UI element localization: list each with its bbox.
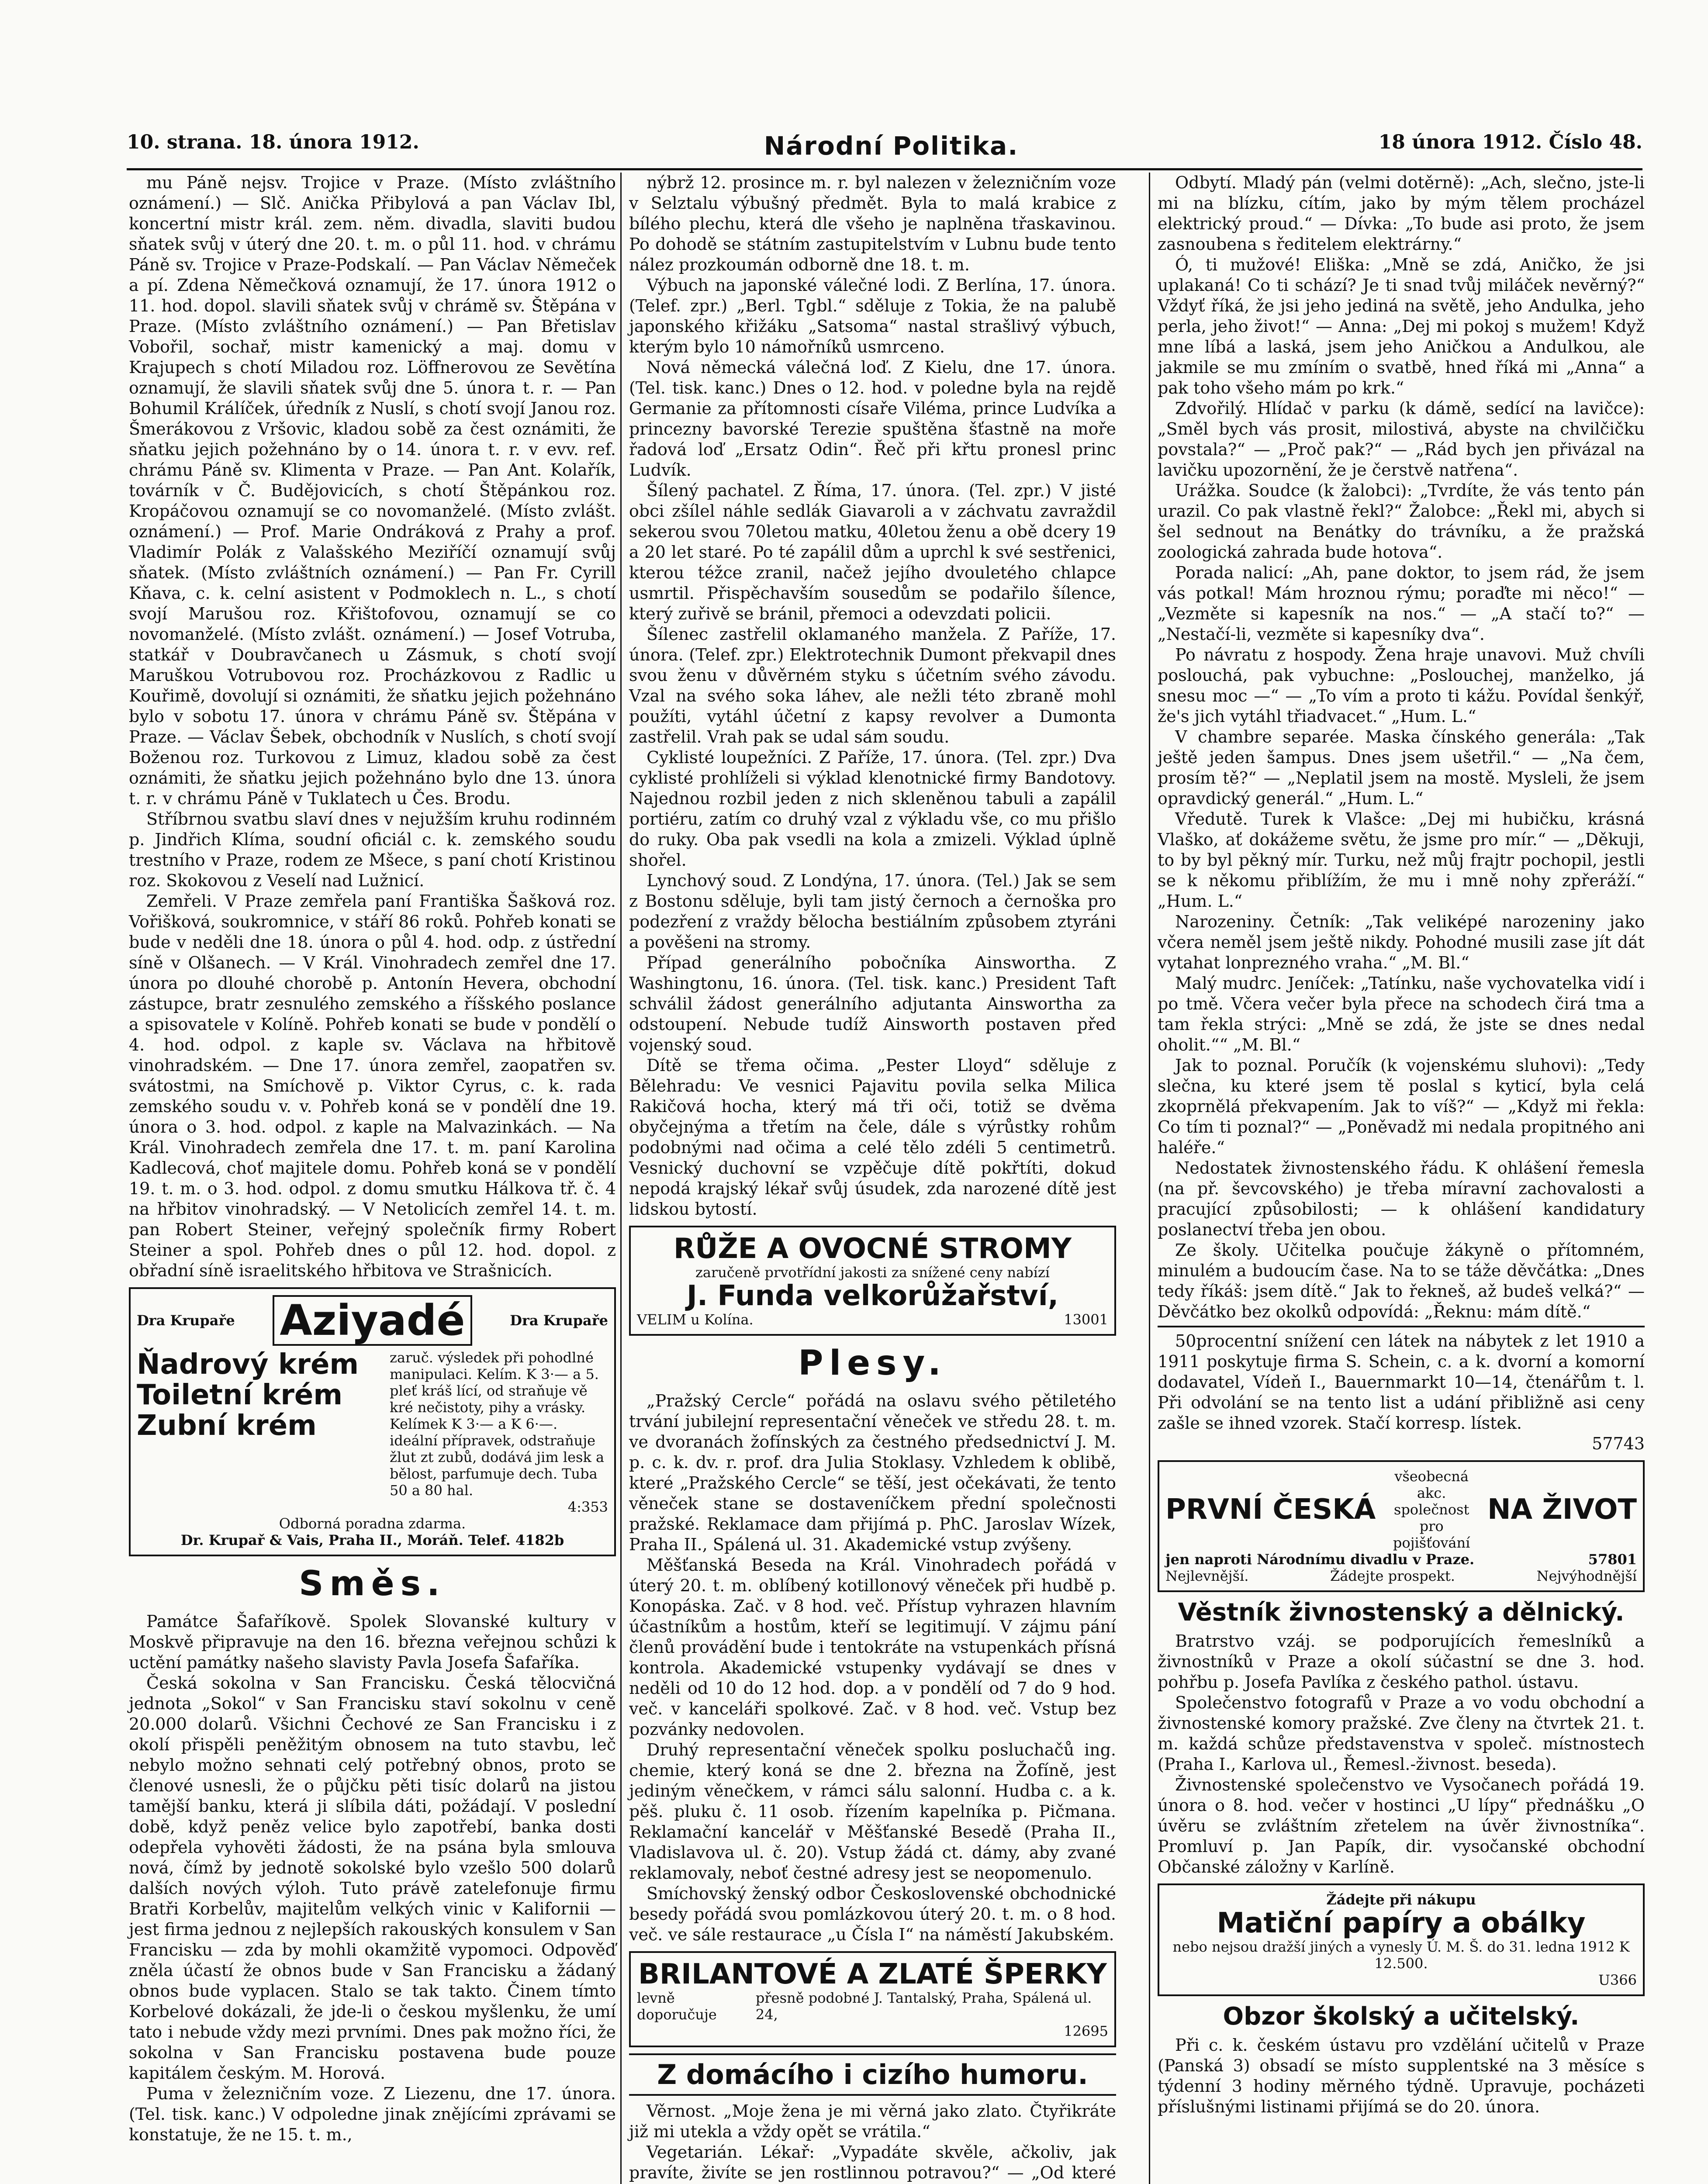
article-humor — [629, 2101, 1116, 2184]
section-title-humor: Z domácího i cizího humoru. — [629, 2053, 1116, 2096]
text-paragraph: Puma v železničním voze. Z Liezenu, dne 17. února. (Tel. tisk. kanc.) V odpoledne jinak znějícími zprávami se konstatuje, že ne 15. t. m., — [129, 2084, 616, 2144]
text-paragraph: Dítě se třema očima. „Pester Lloyd“ sděluje z Bělehradu: Ve vesnici Pajavitu povila selka Milica Rakičová hocha, který má tři oči, totiž se dvěma obyčejnýma a třetím na čele, dále s výrůstky rohům podobnými nad očima a celé tělo zdéli 5 centimetrů. Vesnický duchovní se vzpěčuje dítě pokřtíti, dokud nepodá krajský lékař svůj úsudek, zda narozené dítě jest lidskou bytostí. — [629, 1056, 1116, 1219]
text-paragraph: Ó, ti mužové! Eliška: „Mně se zdá, Aničko, že jsi uplakaná! Co ti schází? Je ti snad tvůj miláček nevěrný?“ Vždyť říká, že jsi jeho jediná na světě, jeho Andulka, jeho perla, jeho život!“ — Anna: „Dej mi pokoj s mužem! Když mne líbá a laská, jsem jeho Aničkou a Andulkou, ale jakmile se mu zmíním o svatbě, hned říká mi „Anna“ a pak toho všeho mám po krk.“ — [1158, 255, 1645, 397]
article-weddings — [129, 173, 616, 1281]
section-title-vestnik: Věstník živnostenský a dělnický. — [1178, 1598, 1625, 1627]
column-2 — [629, 173, 1116, 2184]
text-paragraph: Věrnost. „Moje žena je mi věrná jako zlato. Čtyřikráte již mi utekla a vždy opět se vrátila.“ — [629, 2101, 1116, 2141]
article-vestnik — [1158, 1631, 1645, 1877]
article-news — [629, 173, 1116, 1220]
ad-desc-3: ideální přípravek, odstraňuje žlut zt zubů, dodává jim lesk a bělost, parfumuje dech. Tuba 50 a 80 hal. — [390, 1432, 605, 1499]
notice-schein — [1158, 1326, 1645, 1454]
header-rule — [127, 168, 1642, 170]
article-smes — [129, 1611, 616, 2145]
text-paragraph: Zemřeli. V Praze zemřela paní Františka Šašková roz. Vořišková, soukromnice, v stáří 86 roků. Pohřeb konati se bude v neděli dne 18. února o půl 4. hod. odp. z ústřední síně v Olšanech. — V Král. Vinohradech zemřel dne 17. února po dlouhé chorobě p. Antonín Hevera, obchodní zástupce, bratr zesnulého zemského a říšského poslance a spisovatele v Kolíně. Pohřeb konati se bude v pondělí o 4. hod. odpol. z kaple sv. Václava na hřbitově vinohradském. — Dne 17. února zemřel, zaopatřen sv. svátostmi, na Smíchově p. Viktor Cyrus, c. k. rada zemského soudu v. v. Pohřeb koná se v pondělí dne 19. února o 3. hod. odpol. z kaple na Malvazinkách. — Na Král. Vinohradech zemřela dne 17. t. m. paní Karolina Kadlecová, choť majitele domu. Pohřeb koná se v pondělí 19. t. m. o 3. hod. odpol. z domu smutku Hálkova tř. č. 4 na hřbitov vinohradský. — V Netolicích zemřel 14. t. m. pan Robert Steiner, veřejný společník firmy Robert Steiner a spol. Pohřeb dnes o půl 12. hod. dopol. z obřadní síně israelitského hřbitova ve Strašnicích. — [129, 892, 616, 1280]
text-paragraph: Nová německá válečná loď. Z Kielu, dne 17. února. (Tel. tisk. kanc.) Dnes o 12. hod. v poledne byla na rejdě Germanie za přítomnosti císaře Viléma, prince Ludvíka a princezny bavorské Terezie spuštěna šťastně na moře řadová loď „Ersatz Odin“. Řeč při křtu pronesl princ Ludvík. — [629, 358, 1116, 480]
ad-ins-b: Žádejte prospekt. — [1330, 1568, 1455, 1584]
column-divider-2 — [1149, 173, 1150, 2184]
ad-footer: Dr. Krupař & Vais, Praha II., Moráň. Telef. 4182b — [180, 1532, 564, 1548]
text-paragraph: Při c. k. českém ústavu pro vzdělání učitelů v Praze (Panská 3) obsadí se místo supplentské na 3 měsíce s týdenní 3 hodiny měrného týdně. Upravuje, pocházeti příslušnými listinami přijímá se do 20. února. — [1158, 2035, 1645, 2116]
column-1 — [129, 173, 616, 2145]
ad-product-1: Ňadrový krém — [137, 1348, 359, 1381]
text-paragraph: Druhý representační věneček spolku posluchačů ing. chemie, který koná se dne 2. března na Žofíně, jest jediným věnečkem, v rámci sálu salonní. Hudba c. a k. pěš. pluku č. 11 osob. řízením kapelníka p. Pičmana. Reklamační kancelář v Měšťanské Besedě (Praha II., Vladislavova ul. č. 20). Vstup žádá ct. dámy, aby zvané reklamovaly, neboť čestné adresy jest se neopomenulo. — [629, 1740, 1116, 1883]
ad-roses-name: J. Funda velkorůžařství, — [687, 1280, 1058, 1312]
ad-roses-title: RŮŽE A OVOCNÉ STROMY — [674, 1233, 1072, 1265]
ad-ins-code: 57801 — [1588, 1551, 1637, 1568]
page-header — [127, 131, 1642, 166]
ad-roses-code: 13001 — [1064, 1311, 1108, 1328]
ad-advice: Odborná poradna zdarma. — [279, 1515, 466, 1532]
article-plesy — [629, 1391, 1116, 1945]
ad-jewel-prefix: levně doporučuje — [637, 1990, 717, 2023]
ad-matice-sub: nebo nejsou dražší jiných a vynesly Ú. M. Š. do 31. ledna 1912 K 12.500. — [1172, 1939, 1630, 1972]
text-paragraph: Urážka. Soudce (k žalobci): „Tvrdíte, že vás tento pán urazil. Co pak vlastně řekl?“ Žalobce: „Řekl mi, abych si šel sednout na Benátky do trávníku, a že pražská zoologická zahrada bude hotova“. — [1158, 481, 1645, 562]
article-obzor — [1158, 2035, 1645, 2117]
text-paragraph: Zdvořilý. Hlídač v parku (k dámě, sedící na lavičce): „Směl bych vás prosit, milostivá, abyste na chvilčičku povstala?“ — „Proč pak?“ — „Rád bych jen přivázal na lavičku upozornění, že je čerstvě natřena“. — [1158, 399, 1645, 480]
section-title-obzor: Obzor školský a učitelský. — [1223, 2002, 1580, 2031]
ad-jewel-sub: přesně podobné J. Tantalský, Praha, Spálená ul. 24, — [755, 1990, 1092, 2023]
text-paragraph: Malý mudrc. Jeníček: „Tatínku, naše vychovatelka vidí i po tmě. Včera večer byla přece na schodech čirá tma a tam řekla strýci: „Mně se zdá, že jste se dnes nedal oholit.““ „M. Bl.“ — [1158, 974, 1645, 1054]
text-paragraph: „Pražský Cercle“ pořádá na oslavu svého pětiletého trvání jubilejní representační věneček ve středu 28. t. m. ve dvoranách žofínských za čestného předsednictví J. M. p. c. k. dv. r. prof. dra Julia Stoklasy. Vzhledem k oblibě, které „Pražského Cercle“ se těší, jest očekávati, že tento věneček stane se dostaveníčkem přední společnosti pražské. Reklamace dam přijímá p. PhC. Jaroslav Wízek, Praha II., Spálená ul. 31. Akademické vstup zvýšeny. — [629, 1391, 1116, 1554]
section-title-plesy: Plesy. — [798, 1344, 947, 1383]
column-divider-1 — [620, 173, 622, 2184]
text-paragraph: Případ generálního pobočníka Ainswortha. Z Washingtonu, 16. února. (Tel. tisk. kanc.) President Taft schválil žádost generálního adjutanta Ainswortha za odstoupení. Nebude tudíž Ainsworth postaven před vojenský soud. — [629, 953, 1116, 1054]
article-humor-continued — [1158, 173, 1645, 1322]
advert-tantalsky — [629, 1951, 1116, 2047]
text-paragraph: Nedostatek živnostenského řádu. K ohlášení řemesla (na př. ševcovského) je třeba míravní zachovalosti a pracující způsobilosti; — k ohlášení kandidatury poslanectví třeba jen obou. — [1158, 1158, 1645, 1239]
text-paragraph: Česká sokolna v San Francisku. Česká tělocvičná jednota „Sokol“ v San Francisku staví sokolnu v ceně 20.000 dolarů. Všichni Čechové ze San Francisku i z okolí přispěli peněžitým obnosem na tuto stavbu, leč nebylo možno sehnati celý potřebný obnos, proto se členové usnesli, že o půjčku pěti tisíc dolarů na jistou tamější banku, která ji slíbila dáti, požádají. V poslední době, když peněz velice bylo zapotřebí, banka dosti odepřela vyhověti žádosti, že na psána byla smlouva nová, čímž by jednotě sokolské bylo vzešlo 500 dolarů dalších nových výloh. Tuto právě zatelefonuje firmu Bratři Korbelův, majitelům velkých vinic v Kalifornii — jest firma jednou z nejlepších rakouských konsulem v San Francisku — zda by mohli okamžitě vypomoci. Odpověď zněla účastí že obnos bude v San Francisku a žádaný obnos bude vyplacen. Stalo se tak takto. Činem tímto Korbelové dokázali, že jde-li o českou myšlenku, že umí tato i nebude vždy mezi prvními. Dnes pak možno říci, že sokolna v San Francisku postavena bude pouze kapitálem českým. M. Horová. — [129, 1673, 616, 2083]
advert-funda — [629, 1226, 1116, 1336]
text-paragraph: V chambre separée. Maska čínského generála: „Tak ještě jeden šampus. Dnes jsem ušetřil.“ — „Na čem, prosím tě?“ — „Neplatil jsem na mostě. Mysleli, že jsem opravdický generál.“ „Hum. L.“ — [1158, 727, 1645, 808]
ad-roses-sub: zaručeně prvotřídní jakosti za snížené ceny nabízí — [695, 1264, 1050, 1281]
text-paragraph: Lynchový soud. Z Londýna, 17. února. (Tel.) Jak se sem z Bostonu sděluje, byli tam jistý černoch a černoška pro podezření z vraždy bělocha bestiálním způsobem ztyráni a pověšeni na stromy. — [629, 871, 1116, 952]
text-paragraph: Společenstvo fotografů v Praze a vo vodu obchodní a živnostenské komory pražské. Zve členy na čtvrtek 21. t. m. každá schůze představenstva v společ. místnostech (Praha I., Karlova ul., Řemesl.-živnost. beseda). — [1158, 1693, 1645, 1774]
ad-desc-2: pleť kráš lící, od straňuje vě kré nečistoty, pihy a vrásky. Kelímek K 3·— a K 6·—. — [390, 1382, 588, 1432]
column-3 — [1158, 173, 1645, 2117]
ad-jewel-code: 12695 — [1064, 2023, 1108, 2039]
ad-brand-left: Dra Krupaře — [137, 1312, 235, 1329]
text-paragraph: Porada nalicí: „Ah, pane doktor, to jsem rád, že jsem vás potkal! Mám hroznou rýmu; poraďte mi něco!“ — „Vezměte si kapesník na nos.“ — „A stačí to?“ — „Nestačí-li, vezměte si kapesníky dva“. — [1158, 563, 1645, 644]
ad-product-2: Toiletní krém — [137, 1379, 342, 1411]
ad-ins-right: NA ŽIVOT — [1487, 1493, 1637, 1526]
text-paragraph: Šílený pachatel. Z Říma, 17. února. (Tel. zpr.) V jisté obci zšílel náhle sedlák Giavaroli a v záchvatu zavraždil sekerou svou 70letou matku, 40letou ženu a obě dcery 19 a 20 let staré. Po té zapálil dům a uprchl k své sestřenici, kterou téžce zranil, načež jejího dvouletého chlapce usmrtil. Přispěchavším sousedům se podařilo šílence, který zuřivě se bránil, přemoci a odevzdati policii. — [629, 481, 1116, 623]
advert-insurance — [1158, 1460, 1645, 1592]
ad-brand-aziyade: Aziyadé — [273, 1295, 472, 1346]
text-paragraph: Památce Šafaříkově. Spolek Slovanské kultury v Moskvě připravuje na den 16. března veřejnou schůzi k uctění památky našeho slavisty Pavla Josefa Šafaříka. — [129, 1612, 616, 1672]
text-paragraph: Měšťanská Beseda na Král. Vinohradech pořádá v úterý 20. t. m. oblíbený kotillonový věneček při hudbě p. Konopáska. Zač. v 8 hod. več. Přístup vyhrazen hlavním účastníkům a hostům, kteří se legitimují. V zájmu pání členů provádění bude i tentokráte na vstupenkách přísná kontrola. Akademické vstupenky vydávají se dnes v neděli od 10 do 12 hod. dop. a v pondělí od 7 do 9 hod. več. v kanceláři spolkové. Zač. v 8 hod. več. Vstup bez pozvánky nedovolen. — [629, 1555, 1116, 1739]
ad-ins-a: Nejlevnější. — [1165, 1568, 1249, 1584]
advert-krupar — [129, 1287, 616, 1556]
ad-roses-place: VELIM u Kolína. — [637, 1311, 754, 1328]
ad-product-3: Zubní krém — [137, 1410, 317, 1442]
text-paragraph: Po návratu z hospody. Žena hraje unavovi. Muž chvíli poslouchá, pak vybuchne: „Poslouchej, manželko, já snesu moc —“ — „To vím a proto ti kážu. Povídal šenkýř, že's jich vytáhl třiadvacet.“ „Hum. L.“ — [1158, 645, 1645, 726]
ad-code: 4:353 — [567, 1499, 608, 1515]
text-paragraph: Ze školy. Učitelka poučuje žákyně o přítomném, minulém a budoucím čase. Na to se táže děvčátka: „Dnes tedy říkáš: jsem dítě.“ Jak to řekneš, až budeš velká?“ — Děvčátko bez okolků odpovídá: „Řeknu: mám dítě.“ — [1158, 1241, 1645, 1321]
text-paragraph: 50procentní snížení cen látek na nábytek z let 1910 a 1911 poskytuje firma S. Schein, c. a k. dvorní a komorní dodavatel, Vídeň I., Bauernmarkt 10—14, čtenářům t. l. Při odvolání se na tento list a udání přibližně asi ceny zašle se ihned vzorek. Stačí korresp. lístek. — [1158, 1331, 1645, 1433]
ad-ins-left: PRVNÍ ČESKÁ — [1165, 1493, 1376, 1526]
text-paragraph: Živnostenské společenstvo ve Vysočanech pořádá 19. února o 8. hod. večer v hostinci „U lípy“ přednášku „O úvěru se zvláštním zřetelem na úvěr živnostníka“. Promluví p. Jan Papík, dir. vysočanské obchodní Občanské záložny v Karlíně. — [1158, 1775, 1645, 1876]
text-paragraph: Smíchovský ženský odbor Československé obchodnické besedy pořádá svou pomlázkovou úterý 20. t. m. o 8 hod. več. ve sále restaurace „u Čísla I“ na náměstí Jakubském. — [629, 1884, 1116, 1944]
section-title-smes: Směs. — [299, 1564, 446, 1603]
ad-matice-title: Matiční papíry a obálky — [1217, 1907, 1586, 1939]
masthead-title: Národní Politika. — [764, 131, 1019, 161]
text-paragraph: Šílenec zastřelil oklamaného manžela. Z Paříže, 17. února. (Telef. zpr.) Elektrotechnik Dumont překvapil dnes svou ženu v důvěrném styku s účetním svého závodu. Vzal na svého soka láhev, ale nežli této zbraně mohl použíti, vytáhl účetní z kapsy revolver a Dumonta zastřelil. Vrah pak se udal sám soudu. — [629, 625, 1116, 746]
ad-brand-right: Dra Krupaře — [510, 1312, 608, 1329]
ad-desc-1: zaruč. výsledek při pohodlné manipulaci. Kelím. K 3·— a 5. — [390, 1349, 599, 1382]
header-date-left: 10. strana. 18. února 1912. — [127, 131, 419, 153]
ad-ins-c: Nejvýhodnější — [1536, 1568, 1637, 1584]
text-paragraph: Vegetarián. Lékař: „Vypadáte skvěle, ačkoliv, jak pravíte, živíte se jen rostlinnou potravou?“ — „Od které — [629, 2143, 1116, 2182]
notice-code: 57743 — [1592, 1434, 1645, 1453]
ad-ins-mid: všeobecná akc. společnost pro pojišťování — [1393, 1468, 1470, 1551]
text-paragraph: Narozeniny. Četník: „Tak veliképé narozeniny jako včera neměl jsem ještě nikdy. Pohodné musili zase jít dát vytahat lonprezného vraha.“ „M. Bl.“ — [1158, 912, 1645, 972]
text-paragraph: nýbrž 12. prosince m. r. byl nalezen v železničním voze v Selztalu výbušný předmět. Byla to malá krabice z bílého plechu, která dle všeho je naplněna třaskavinou. Po dohodě se státním zastupitelstvím v Lubnu bude tento nález prozkoumán odborně dne 18. t. m. — [629, 173, 1116, 274]
text-paragraph: mu Páně nejsv. Trojice v Praze. (Místo zvláštního oznámení.) — Slč. Anička Přibylová a pan Václav Ibl, koncertní mistr král. zem. něm. divadla, slaviti budou sňatek svůj v úterý dne 20. t. m. o půl 11. hod. v chrámu Páně sv. Trojice v Praze-Podskalí. — Pan Václav Němeček a pí. Zdena Němečková oznamují, že 17. února 1912 o 11. hod. dopol. slavili sňatek svůj v chrámě sv. Štěpána v Praze. (Místo zvláštního oznámení.) — Pan Břetislav Vobořil, sochař, mistr kamenický a maj. domu v Krajupech s chotí Miladou roz. Löffnerovou ze Sevětína oznamují, že slavili sňatek svůj dne 5. února t. r. — Pan Bohumil Králíček, úředník z Nuslí, s chotí svojí Janou roz. Šmerákovou z Vršovic, kladou sobě za čest oznámiti, že sňatku jejich požehnáno by o 14. února t. r. v evv. ref. chrámu Páně sv. Klimenta v Praze. — Pan Ant. Kolařík, továrník v Č. Budějovicích, s chotí Štěpánkou roz. Kropáčovou oznamují se co novomanželé. (Místo zvlášt. oznámení.) — Prof. Marie Ondráková z Prahy a prof. Vladimír Polák z Valašského Meziříčí oznamují svůj sňatek. (Místo zvláštních oznámení.) — Pan Fr. Cyrill Kňava, c. k. celní asistent v Podmoklech n. L., s chotí svojí Marušou roz. Křištofovou, oznamují se co novomanželé. (Místo zvlášt. oznámení.) — Josef Votruba, statkář v Doubravčanech u Zásmuk, s chotí svojí Maruškou Votrubovou roz. Procházkovou z Radlic u Kouřimě, dovolují si oznámiti, že sňatku jejich požehnáno bylo v sobotu 17. února v chrámu Páně sv. Štěpána v Praze. — Václav Šebek, obchodník v Nuslích, s chotí svojí Boženou roz. Turkovou z Limuz, kladou sobě za čest oznámiti, že sňatku jejich požehnáno bylo dne 13. února t. r. v chrámu Páně v Tuklatech u Čes. Brodu. — [129, 173, 616, 808]
text-paragraph: Výbuch na japonské válečné lodi. Z Berlína, 17. února. (Telef. zpr.) „Berl. Tgbl.“ sděluje z Tokia, že na palubě japonského křižáku „Satsoma“ nastal strašlivý výbuch, kterým bylo 10 námořníků usmrceno. — [629, 276, 1116, 356]
ad-matice-code: U366 — [1598, 1972, 1637, 1988]
ad-jewel-title: BRILANTOVÉ A ZLATÉ ŠPERKY — [638, 1958, 1107, 1990]
text-paragraph: Bratrstvo vzáj. se podporujících řemeslníků a živnostníků v Praze a okolí súčastní se dne 3. hod. pohřbu p. Josefa Pavlíka z českého pathol. ústavu. — [1158, 1631, 1645, 1692]
text-paragraph: Jak to poznal. Poručík (k vojenskému sluhovi): „Tedy slečna, ku které jsem tě poslal s kyticí, byla celá zkoprnělá překvapením. Jak to víš?“ — „Když mi řekla: Co tím ti poznal?“ — „Poněvadž mi nedala propitného ani haléře.“ — [1158, 1056, 1645, 1157]
text-paragraph: Vředutě. Turek k Vlašce: „Dej mi hubičku, krásná Vlaško, ať dokážeme světu, že jsme pro mír.“ — „Děkuji, to by byl pěkný mír. Turku, než můj frajtr pochopil, jestli se k někomu přiblížím, že mu i mně nohy zpřeráží.“ „Hum. L.“ — [1158, 809, 1645, 911]
ad-matice-top: Žádejte při nákupu — [1326, 1891, 1476, 1908]
header-date-issue: 18 února 1912. Číslo 48. — [1378, 131, 1642, 153]
advert-matice — [1158, 1883, 1645, 1996]
text-paragraph: Cyklisté loupežníci. Z Paříže, 17. února. (Tel. zpr.) Dva cyklisté prohlíželi si výklad klenotnické firmy Bandotovy. Najednou rozbil jeden z nich skleněnou tabuli a zapálil portiéru, zatím co druhý vzal z výkladu vše, co mu přišlo do ruky. Oba pak vsedli na kola a zmizeli. Výklad úplně shořel. — [629, 748, 1116, 870]
text-paragraph: Stříbrnou svatbu slaví dnes v nejužším kruhu rodinném p. Jindřich Klíma, soudní oficiál c. k. zemského soudu trestního v Praze, rodem ze Mšece, s paní chotí Kristinou roz. Skokovou z Veselí nad Lužnicí. — [129, 809, 616, 890]
ad-ins-line: jen naproti Národnímu divadlu v Praze. — [1165, 1551, 1475, 1568]
text-paragraph: Odbytí. Mladý pán (velmi dotěrně): „Ach, slečno, jste-li mi na blízku, cítím, jako by mým tělem procházel elektrický proud.“ — Dívka: „To bude asi proto, že jsem zasnoubena s ředitelem elektrárny.“ — [1158, 173, 1645, 254]
